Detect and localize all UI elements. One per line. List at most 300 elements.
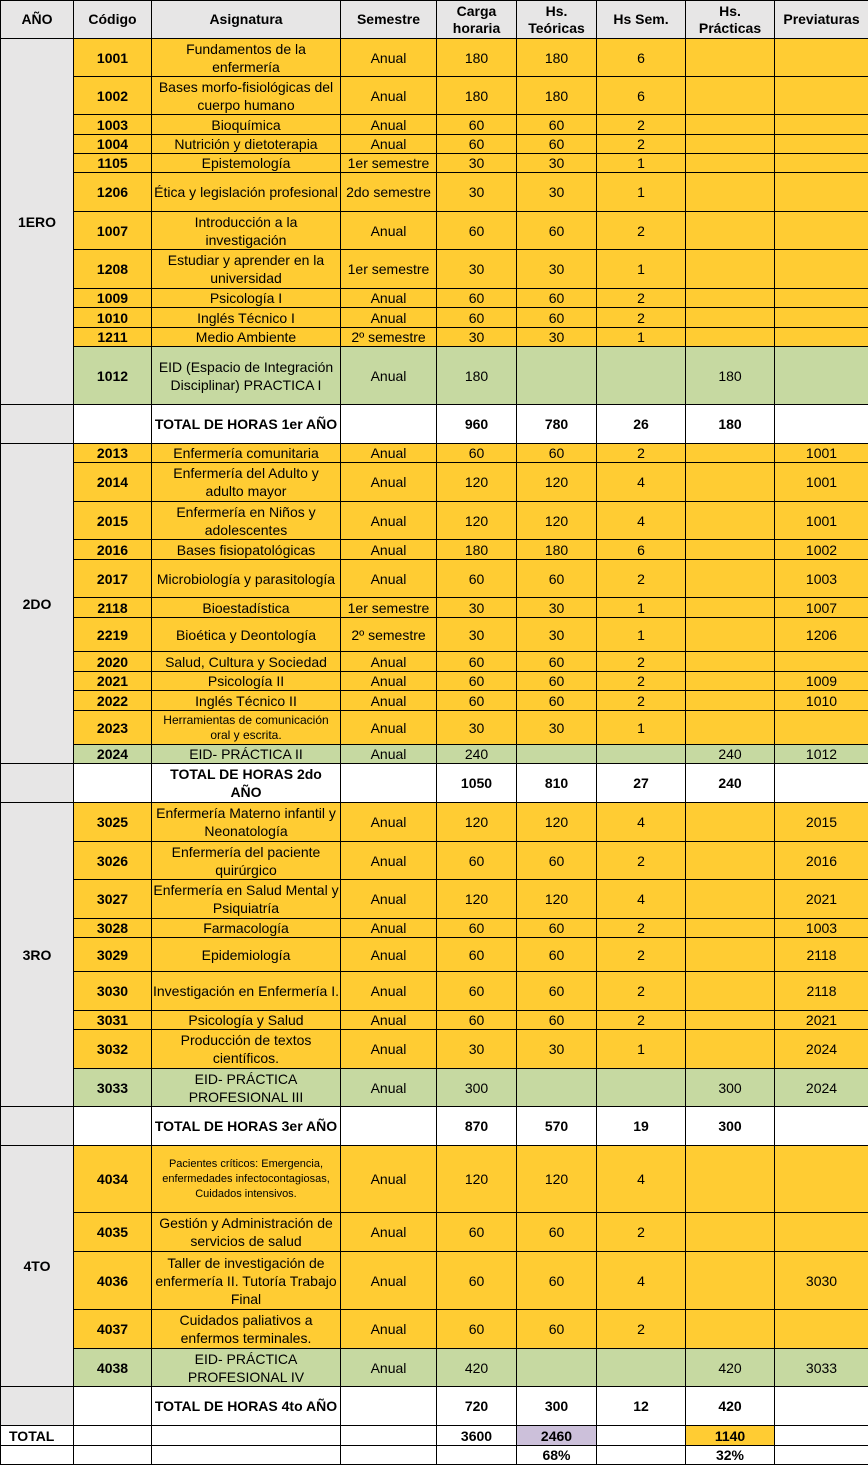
subject-practicas: 420 [686, 1349, 775, 1387]
subject-hs-sem: 1 [597, 618, 686, 652]
subject-code: 4035 [74, 1213, 152, 1252]
subject-name: Enfermería del Adulto y adulto mayor [152, 463, 341, 502]
empty-cell [74, 1387, 152, 1426]
subject-teoricas [517, 1069, 597, 1107]
subject-teoricas: 60 [517, 444, 597, 463]
subject-hs-sem: 2 [597, 1310, 686, 1349]
year-total-label: TOTAL DE HORAS 4to AÑO [152, 1387, 341, 1426]
subject-teoricas: 60 [517, 560, 597, 598]
year-total-carga: 960 [437, 405, 517, 444]
year-total-label: TOTAL DE HORAS 1er AÑO [152, 405, 341, 444]
subject-name: Nutrición y dietoterapia [152, 135, 341, 154]
subject-code: 1010 [74, 308, 152, 328]
subject-previaturas [775, 135, 868, 154]
empty-cell [341, 1426, 437, 1446]
table-row [1, 598, 868, 618]
subject-name: Bioestadística [152, 598, 341, 618]
table-row [1, 135, 868, 154]
year-total-row [1, 1387, 868, 1426]
subject-code: 3026 [74, 842, 152, 880]
subject-teoricas: 120 [517, 880, 597, 919]
subject-teoricas [517, 745, 597, 764]
subject-previaturas: 1003 [775, 919, 868, 938]
subject-practicas [686, 540, 775, 560]
subject-previaturas: 1206 [775, 618, 868, 652]
subject-previaturas [775, 652, 868, 672]
subject-hs-sem [597, 1069, 686, 1107]
subject-carga: 60 [437, 842, 517, 880]
table-row [1, 560, 868, 598]
subject-hs-sem: 2 [597, 672, 686, 691]
subject-hs-sem: 2 [597, 972, 686, 1011]
empty-cell [74, 764, 152, 803]
subject-teoricas: 60 [517, 652, 597, 672]
subject-code: 1012 [74, 347, 152, 405]
subject-teoricas: 120 [517, 803, 597, 842]
subject-name: Farmacología [152, 919, 341, 938]
subject-previaturas [775, 711, 868, 745]
table-row [1, 618, 868, 652]
subject-carga: 30 [437, 1030, 517, 1069]
empty-cell [152, 1446, 341, 1465]
subject-practicas [686, 1252, 775, 1310]
subject-semester: Anual [341, 135, 437, 154]
subject-name: Pacientes críticos: Emergencia, enfermedades infectocontagiosas, Cuidados intensivos. [152, 1146, 341, 1213]
subject-carga: 30 [437, 328, 517, 347]
table-row [1, 691, 868, 711]
subject-name: EID (Espacio de Integración Disciplinar) PRACTICA I [152, 347, 341, 405]
subject-carga: 60 [437, 308, 517, 328]
table-row [1, 938, 868, 972]
subject-hs-sem: 2 [597, 444, 686, 463]
subject-name: Bioquímica [152, 115, 341, 135]
subject-practicas [686, 672, 775, 691]
subject-code: 3029 [74, 938, 152, 972]
subject-hs-sem: 4 [597, 1252, 686, 1310]
empty-cell [341, 1107, 437, 1146]
subject-hs-sem: 1 [597, 1030, 686, 1069]
subject-practicas [686, 1011, 775, 1030]
subject-teoricas: 30 [517, 711, 597, 745]
subject-carga: 30 [437, 154, 517, 173]
subject-name: Enfermería en Niños y adolescentes [152, 502, 341, 540]
subject-hs-sem: 4 [597, 1146, 686, 1213]
subject-teoricas: 60 [517, 938, 597, 972]
subject-teoricas: 120 [517, 502, 597, 540]
subject-carga: 60 [437, 672, 517, 691]
subject-hs-sem: 4 [597, 880, 686, 919]
empty-cell [1, 1107, 74, 1146]
year-total-hs-sem: 19 [597, 1107, 686, 1146]
subject-hs-sem: 2 [597, 1213, 686, 1252]
header-practicas: Hs. Prácticas [686, 1, 775, 39]
table-row [1, 1011, 868, 1030]
subject-semester: Anual [341, 1349, 437, 1387]
subject-name: Enfermería del paciente quirúrgico [152, 842, 341, 880]
subject-carga: 60 [437, 289, 517, 308]
subject-practicas [686, 154, 775, 173]
subject-hs-sem: 2 [597, 560, 686, 598]
subject-practicas [686, 502, 775, 540]
year-total-practicas: 180 [686, 405, 775, 444]
subject-code: 2024 [74, 745, 152, 764]
subject-semester: Anual [341, 803, 437, 842]
subject-carga: 180 [437, 39, 517, 77]
subject-previaturas [775, 250, 868, 289]
subject-teoricas: 60 [517, 135, 597, 154]
subject-semester: Anual [341, 1252, 437, 1310]
year-total-row [1, 764, 868, 803]
year-label: 1ERO [1, 39, 74, 405]
subject-teoricas: 60 [517, 1252, 597, 1310]
grand-total-label: TOTAL [1, 1426, 74, 1446]
subject-semester: Anual [341, 745, 437, 764]
empty-cell [775, 1387, 868, 1426]
subject-practicas [686, 711, 775, 745]
subject-name: Bases fisiopatológicas [152, 540, 341, 560]
subject-semester: Anual [341, 880, 437, 919]
subject-code: 4038 [74, 1349, 152, 1387]
header-previaturas: Previaturas [775, 1, 868, 39]
subject-name: EID- PRÁCTICA II [152, 745, 341, 764]
subject-name: Psicología I [152, 289, 341, 308]
subject-code: 4034 [74, 1146, 152, 1213]
subject-carga: 30 [437, 618, 517, 652]
empty-cell [1, 405, 74, 444]
subject-previaturas [775, 154, 868, 173]
subject-carga: 120 [437, 803, 517, 842]
subject-code: 3030 [74, 972, 152, 1011]
empty-cell [74, 405, 152, 444]
subject-carga: 60 [437, 972, 517, 1011]
subject-previaturas: 1010 [775, 691, 868, 711]
subject-previaturas: 2021 [775, 1011, 868, 1030]
subject-code: 1003 [74, 115, 152, 135]
subject-name: Herramientas de comunicación oral y escrita. [152, 711, 341, 745]
subject-carga: 420 [437, 1349, 517, 1387]
subject-hs-sem: 4 [597, 803, 686, 842]
table-row [1, 1310, 868, 1349]
subject-code: 2118 [74, 598, 152, 618]
year-total-practicas: 420 [686, 1387, 775, 1426]
subject-code: 1208 [74, 250, 152, 289]
subject-previaturas [775, 77, 868, 115]
subject-hs-sem: 2 [597, 652, 686, 672]
subject-hs-sem: 2 [597, 938, 686, 972]
subject-carga: 60 [437, 652, 517, 672]
empty-cell [775, 1107, 868, 1146]
subject-practicas [686, 938, 775, 972]
subject-hs-sem [597, 347, 686, 405]
percent-teoricas: 68% [517, 1446, 597, 1465]
subject-previaturas [775, 347, 868, 405]
subject-carga: 60 [437, 444, 517, 463]
subject-carga: 60 [437, 1310, 517, 1349]
subject-semester: Anual [341, 1011, 437, 1030]
table-row [1, 540, 868, 560]
table-row [1, 347, 868, 405]
subject-name: Enfermería comunitaria [152, 444, 341, 463]
subject-semester: Anual [341, 672, 437, 691]
subject-practicas [686, 1310, 775, 1349]
subject-practicas [686, 560, 775, 598]
empty-cell [597, 1426, 686, 1446]
subject-semester: Anual [341, 1069, 437, 1107]
subject-hs-sem [597, 1349, 686, 1387]
year-total-practicas: 240 [686, 764, 775, 803]
subject-hs-sem: 6 [597, 77, 686, 115]
subject-semester: Anual [341, 540, 437, 560]
empty-cell [1, 1446, 74, 1465]
subject-previaturas: 1007 [775, 598, 868, 618]
subject-name: Introducción a la investigación [152, 212, 341, 250]
subject-practicas [686, 1146, 775, 1213]
subject-semester: Anual [341, 1146, 437, 1213]
subject-carga: 60 [437, 115, 517, 135]
subject-semester: Anual [341, 463, 437, 502]
subject-carga: 60 [437, 212, 517, 250]
subject-previaturas [775, 1310, 868, 1349]
subject-teoricas: 180 [517, 39, 597, 77]
subject-code: 2015 [74, 502, 152, 540]
empty-cell [74, 1446, 152, 1465]
subject-previaturas [775, 212, 868, 250]
subject-hs-sem [597, 745, 686, 764]
table-row [1, 115, 868, 135]
subject-teoricas: 60 [517, 1011, 597, 1030]
subject-hs-sem: 1 [597, 711, 686, 745]
subject-code: 2013 [74, 444, 152, 463]
subject-hs-sem: 1 [597, 250, 686, 289]
subject-code: 2023 [74, 711, 152, 745]
table-row [1, 77, 868, 115]
subject-practicas [686, 115, 775, 135]
table-row [1, 308, 868, 328]
subject-name: Investigación en Enfermería I. [152, 972, 341, 1011]
percentage-row [1, 1446, 868, 1465]
year-label: 4TO [1, 1146, 74, 1387]
table-row [1, 842, 868, 880]
empty-cell [775, 405, 868, 444]
subject-previaturas [775, 39, 868, 77]
subject-semester: Anual [341, 39, 437, 77]
subject-hs-sem: 2 [597, 919, 686, 938]
table-row [1, 212, 868, 250]
subject-code: 3033 [74, 1069, 152, 1107]
year-total-teoricas: 780 [517, 405, 597, 444]
subject-semester: Anual [341, 77, 437, 115]
subject-teoricas: 30 [517, 328, 597, 347]
subject-practicas [686, 652, 775, 672]
subject-name: Epidemiología [152, 938, 341, 972]
subject-hs-sem: 2 [597, 212, 686, 250]
subject-name: Inglés Técnico II [152, 691, 341, 711]
empty-cell [597, 1446, 686, 1465]
subject-semester: 2º semestre [341, 328, 437, 347]
subject-practicas [686, 289, 775, 308]
subject-code: 2219 [74, 618, 152, 652]
subject-code: 2021 [74, 672, 152, 691]
empty-cell [152, 1426, 341, 1446]
subject-semester: Anual [341, 347, 437, 405]
subject-semester: Anual [341, 691, 437, 711]
subject-previaturas: 1002 [775, 540, 868, 560]
subject-carga: 120 [437, 1146, 517, 1213]
subject-hs-sem: 2 [597, 1011, 686, 1030]
subject-practicas [686, 880, 775, 919]
grand-total-teoricas: 2460 [517, 1426, 597, 1446]
subject-semester: Anual [341, 1030, 437, 1069]
subject-carga: 60 [437, 938, 517, 972]
subject-teoricas: 120 [517, 1146, 597, 1213]
subject-previaturas: 3030 [775, 1252, 868, 1310]
subject-name: Fundamentos de la enfermería [152, 39, 341, 77]
subject-practicas [686, 444, 775, 463]
subject-code: 3028 [74, 919, 152, 938]
subject-hs-sem: 4 [597, 463, 686, 502]
table-row [1, 1252, 868, 1310]
subject-previaturas: 2118 [775, 938, 868, 972]
subject-hs-sem: 6 [597, 540, 686, 560]
header-codigo: Código [74, 1, 152, 39]
year-total-carga: 1050 [437, 764, 517, 803]
subject-hs-sem: 1 [597, 328, 686, 347]
year-total-practicas: 300 [686, 1107, 775, 1146]
subject-hs-sem: 1 [597, 173, 686, 212]
subject-previaturas: 1001 [775, 444, 868, 463]
subject-practicas [686, 1213, 775, 1252]
subject-carga: 60 [437, 1252, 517, 1310]
year-label: 3RO [1, 803, 74, 1107]
subject-hs-sem: 1 [597, 154, 686, 173]
subject-semester: Anual [341, 560, 437, 598]
subject-practicas [686, 212, 775, 250]
subject-code: 1105 [74, 154, 152, 173]
subject-practicas [686, 463, 775, 502]
subject-previaturas [775, 308, 868, 328]
year-total-carga: 720 [437, 1387, 517, 1426]
subject-code: 3027 [74, 880, 152, 919]
table-row [1, 972, 868, 1011]
grand-total-carga: 3600 [437, 1426, 517, 1446]
grand-total-row [1, 1426, 868, 1446]
table-row [1, 672, 868, 691]
subject-previaturas: 1009 [775, 672, 868, 691]
subject-previaturas: 2015 [775, 803, 868, 842]
subject-carga: 180 [437, 347, 517, 405]
subject-semester: Anual [341, 308, 437, 328]
subject-teoricas: 60 [517, 1213, 597, 1252]
subject-name: Estudiar y aprender en la universidad [152, 250, 341, 289]
subject-semester: 2do semestre [341, 173, 437, 212]
subject-name: Producción de textos científicos. [152, 1030, 341, 1069]
header-hs-sem: Hs Sem. [597, 1, 686, 39]
subject-semester: Anual [341, 502, 437, 540]
subject-carga: 30 [437, 711, 517, 745]
subject-hs-sem: 2 [597, 842, 686, 880]
subject-carga: 300 [437, 1069, 517, 1107]
subject-semester: 1er semestre [341, 598, 437, 618]
subject-previaturas [775, 1213, 868, 1252]
subject-semester: 2º semestre [341, 618, 437, 652]
subject-previaturas [775, 1146, 868, 1213]
subject-teoricas: 60 [517, 919, 597, 938]
subject-code: 1206 [74, 173, 152, 212]
subject-carga: 30 [437, 250, 517, 289]
subject-practicas [686, 972, 775, 1011]
header-asignatura: Asignatura [152, 1, 341, 39]
subject-semester: Anual [341, 652, 437, 672]
subject-teoricas: 30 [517, 173, 597, 212]
empty-cell [74, 1426, 152, 1446]
subject-name: Cuidados paliativos a enfermos terminales. [152, 1310, 341, 1349]
subject-code: 2020 [74, 652, 152, 672]
subject-hs-sem: 2 [597, 289, 686, 308]
table-row [1, 1069, 868, 1107]
subject-carga: 180 [437, 540, 517, 560]
subject-practicas [686, 173, 775, 212]
subject-teoricas: 60 [517, 289, 597, 308]
subject-teoricas: 60 [517, 972, 597, 1011]
empty-cell [1, 764, 74, 803]
subject-previaturas: 1001 [775, 502, 868, 540]
subject-name: Inglés Técnico I [152, 308, 341, 328]
table-row [1, 880, 868, 919]
table-row [1, 711, 868, 745]
subject-previaturas: 2118 [775, 972, 868, 1011]
subject-hs-sem: 1 [597, 598, 686, 618]
subject-carga: 30 [437, 598, 517, 618]
table-row [1, 1030, 868, 1069]
empty-cell [341, 1387, 437, 1426]
grand-total-practicas: 1140 [686, 1426, 775, 1446]
subject-previaturas: 1001 [775, 463, 868, 502]
subject-teoricas: 180 [517, 77, 597, 115]
empty-cell [1, 1387, 74, 1426]
subject-semester: Anual [341, 212, 437, 250]
table-row [1, 1349, 868, 1387]
subject-previaturas: 2021 [775, 880, 868, 919]
subject-name: Enfermería en Salud Mental y Psiquiatría [152, 880, 341, 919]
table-row [1, 919, 868, 938]
subject-carga: 120 [437, 463, 517, 502]
subject-code: 2022 [74, 691, 152, 711]
table-row [1, 745, 868, 764]
table-row [1, 1146, 868, 1213]
subject-practicas [686, 842, 775, 880]
header-anio: AÑO [1, 1, 74, 39]
subject-teoricas: 60 [517, 212, 597, 250]
subject-practicas [686, 250, 775, 289]
subject-hs-sem: 4 [597, 502, 686, 540]
subject-practicas [686, 77, 775, 115]
header-carga: Carga horaria [437, 1, 517, 39]
subject-code: 1002 [74, 77, 152, 115]
empty-cell [775, 1446, 868, 1465]
table-row [1, 803, 868, 842]
subject-semester: Anual [341, 919, 437, 938]
subject-name: Psicología II [152, 672, 341, 691]
subject-teoricas: 60 [517, 1310, 597, 1349]
subject-practicas [686, 598, 775, 618]
subject-practicas [686, 328, 775, 347]
subject-teoricas: 30 [517, 154, 597, 173]
subject-name: EID- PRÁCTICA PROFESIONAL IV [152, 1349, 341, 1387]
table-row [1, 652, 868, 672]
subject-teoricas: 30 [517, 598, 597, 618]
subject-carga: 60 [437, 1213, 517, 1252]
empty-cell [775, 764, 868, 803]
